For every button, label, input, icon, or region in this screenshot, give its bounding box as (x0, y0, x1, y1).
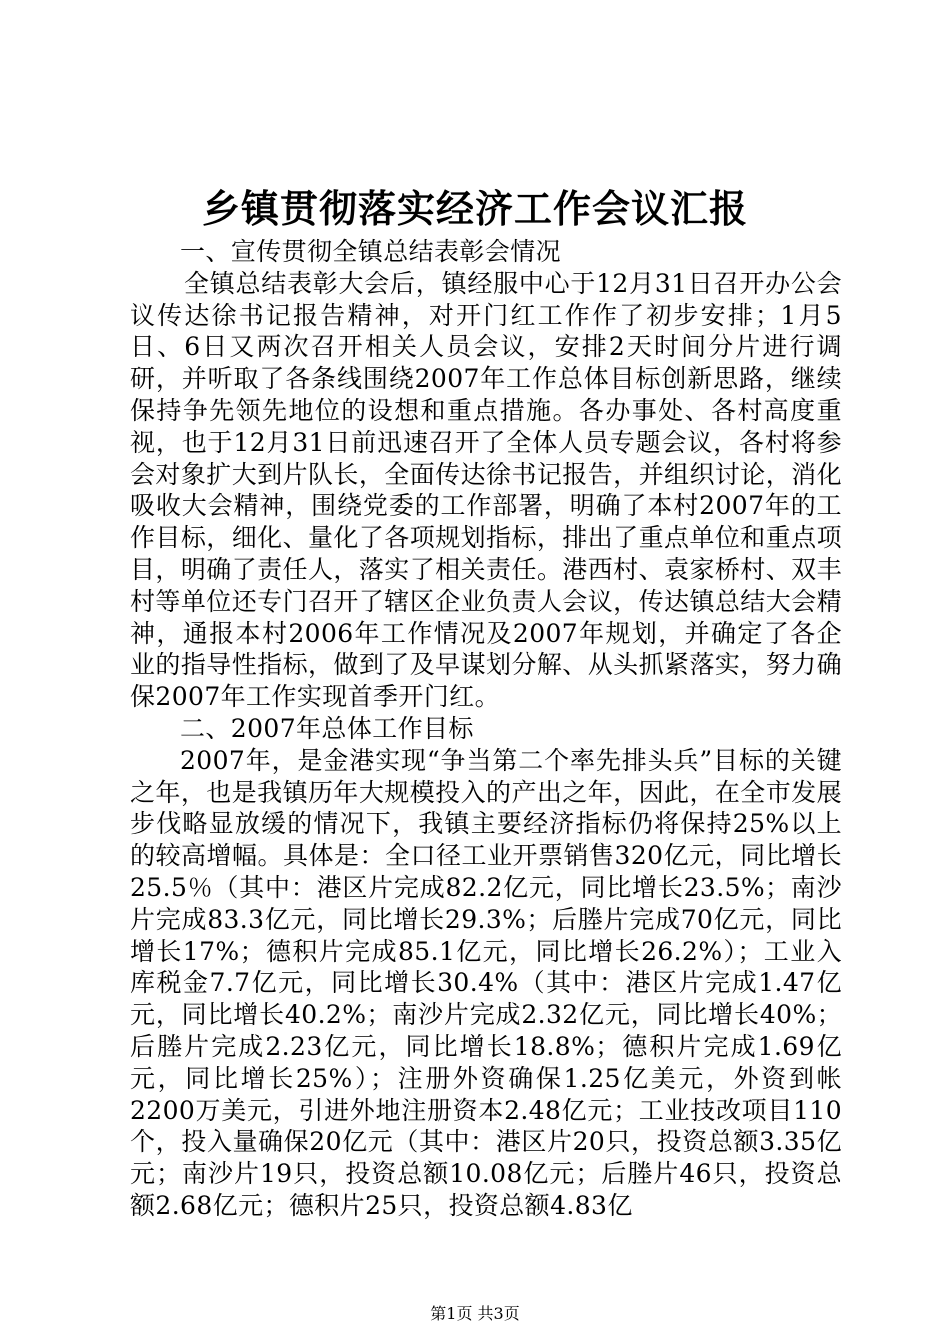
body-paragraph-2: 2007年，是金港实现“争当第二个率先排头兵”目标的关键之年，也是我镇历年大规模投入的产出之年，因此，在全市发展步伐略显放缓的情况下，我镇主要经济指标仍将保持25%以上的较高增幅。具体是：全口径工业开票销售320亿元，同比增长25.5％（其中：港区片完成82.2亿元，同比增长23.5%；南沙片完成83.3亿元，同比增长29.3%；后塍片完成70亿元，同比增长17%；德积片完成85.1亿元，同比增长26.2%）；工业入库税金7.7亿元，同比增长30.4%（其中：港区片完成1.47亿元，同比增长40.2%；南沙片完成2.32亿元，同比增长40%；后塍片完成2.23亿元，同比增长18.8%；德积片完成1.69亿元，同比增长25%）；注册外资确保1.25亿美元，外资到帐2200万美元，引进外地注册资本2.48亿元；工业技改项目110个，投入量确保20亿元（其中：港区片20只，投资总额3.35亿元；南沙片19只，投资总额10.08亿元；后塍片46只，投资总额2.68亿元；德积片25只，投资总额4.83亿 (130, 745, 842, 1220)
page-number: 第1页 共3页 (430, 1304, 520, 1323)
section-heading-2: 二、2007年总体工作目标 (180, 713, 474, 743)
section-heading-1: 一、宣传贯彻全镇总结表彰会情况 (180, 237, 562, 266)
document-body (130, 236, 842, 1222)
body-paragraph-1: 全镇总结表彰大会后，镇经服中心于12月31日召开办公会议传达徐书记报告精神，对开门红工作作了初步安排；1月5日、6日又两次召开相关人员会议，安排2天时间分片进行调研，并听取了各条线围绕2007年工作总体目标创新思路，继续保持争先领先地位的设想和重点措施。各办事处、各村高度重视，也于12月31日前迅速召开了全体人员专题会议，各村将参会对象扩大到片队长，全面传达徐书记报告，并组织讨论，消化吸收大会精神，围绕党委的工作部署，明确了本村2007年的工作目标，细化、量化了各项规划指标，排出了重点单位和重点项目，明确了责任人，落实了相关责任。港西村、袁家桥村、双丰村等单位还专门召开了辖区企业负责人会议，传达镇总结大会精神，通报本村2006年工作情况及2007年规划，并确定了各企业的指导性指标，做到了及早谋划分解、从头抓紧落实，努力确保2007年工作实现首季开门红。 (130, 268, 842, 712)
document-title: 乡镇贯彻落实经济工作会议汇报 (201, 186, 748, 231)
